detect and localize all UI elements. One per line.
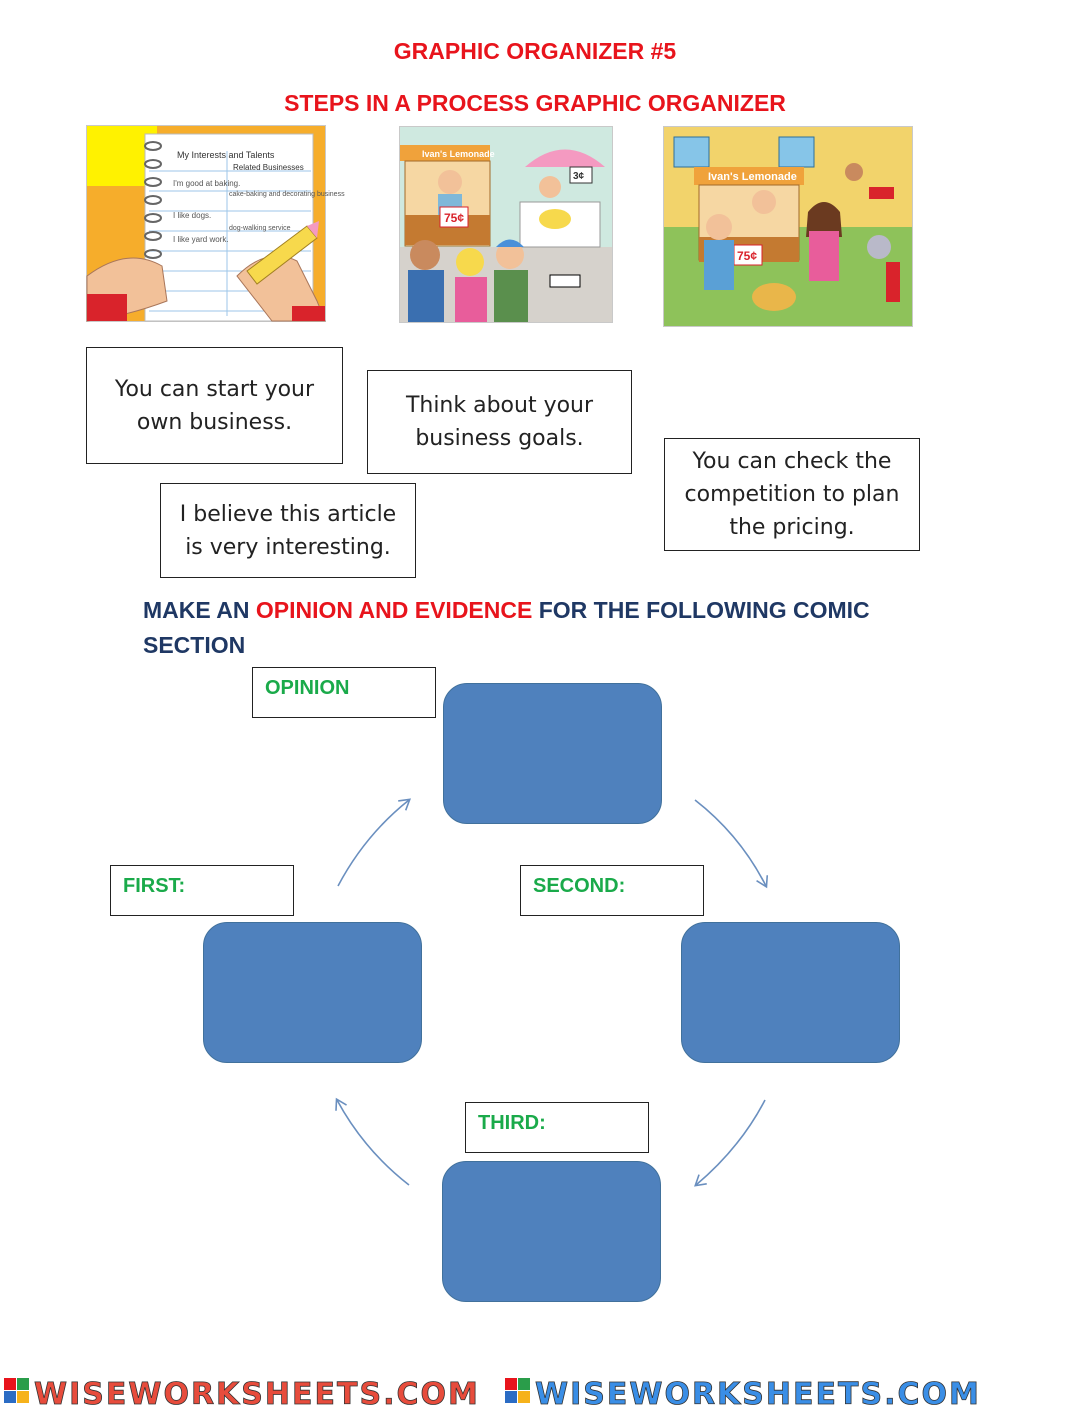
notebook-text-interests: My Interests and Talents bbox=[177, 150, 275, 160]
notebook-text-related: Related Businesses bbox=[233, 163, 304, 172]
second-label: SECOND: bbox=[520, 865, 704, 916]
page-title: GRAPHIC ORGANIZER #5 bbox=[393, 38, 677, 64]
notebook-text-baking: I'm good at baking. bbox=[173, 179, 241, 188]
notebook-text-dogwalk: dog-walking service bbox=[229, 225, 291, 232]
third-answer-box[interactable] bbox=[442, 1161, 661, 1302]
stand1-sign: Ivan's Lemonade bbox=[422, 149, 495, 159]
stand1-price: 75¢ bbox=[444, 211, 465, 225]
section-heading bbox=[143, 593, 933, 663]
first-answer-box[interactable] bbox=[203, 922, 422, 1063]
statement-business-goals[interactable]: Think about your business goals. bbox=[367, 370, 632, 474]
footer-watermark-text-2: WISEWORKSHEETS.COM bbox=[535, 1377, 981, 1412]
arrow-bottom-right bbox=[696, 1100, 765, 1185]
stand3-sign: Ivan's Lemonade bbox=[708, 171, 797, 183]
footer-watermark bbox=[0, 1372, 1000, 1412]
statement-article-interesting[interactable]: I believe this article is very interesting. bbox=[160, 483, 416, 578]
opinion-label: OPINION bbox=[252, 667, 436, 718]
lemonade-stand-customers-illustration bbox=[399, 126, 613, 323]
arrow-top-left bbox=[338, 800, 409, 886]
notebook-illustration bbox=[86, 125, 345, 322]
wise-logo-icon bbox=[4, 1378, 29, 1403]
footer-watermark-text-1: WISEWORKSHEETS.COM bbox=[34, 1377, 480, 1412]
page-subtitle: STEPS IN A PROCESS GRAPHIC ORGANIZER bbox=[284, 90, 786, 116]
statement-start-business[interactable]: You can start your own business. bbox=[86, 347, 343, 464]
notebook-text-dogs: I like dogs. bbox=[173, 211, 212, 220]
third-label: THIRD: bbox=[465, 1102, 649, 1153]
notebook-text-cake: cake-baking and decorating business bbox=[229, 191, 345, 198]
second-answer-box[interactable] bbox=[681, 922, 900, 1063]
statement-check-competition[interactable]: You can check the competition to plan the pricing. bbox=[664, 438, 920, 551]
notebook-text-yard: I like yard work. bbox=[173, 235, 229, 244]
section-heading-part2: OPINION AND EVIDENCE bbox=[255, 597, 533, 623]
section-heading-part1: MAKE AN bbox=[143, 597, 256, 623]
arrow-bottom-left bbox=[337, 1100, 409, 1185]
opinion-answer-box[interactable] bbox=[443, 683, 662, 824]
stand3-price: 75¢ bbox=[737, 249, 758, 263]
stand2-price: 3¢ bbox=[573, 171, 585, 182]
wise-logo-icon bbox=[505, 1378, 530, 1403]
first-label: FIRST: bbox=[110, 865, 294, 916]
section-heading-part3: FOR THE FOLLOWING COMIC SECTION bbox=[143, 597, 870, 658]
arrow-top-right bbox=[695, 800, 766, 886]
lemonade-stand-kids-illustration bbox=[663, 126, 913, 327]
